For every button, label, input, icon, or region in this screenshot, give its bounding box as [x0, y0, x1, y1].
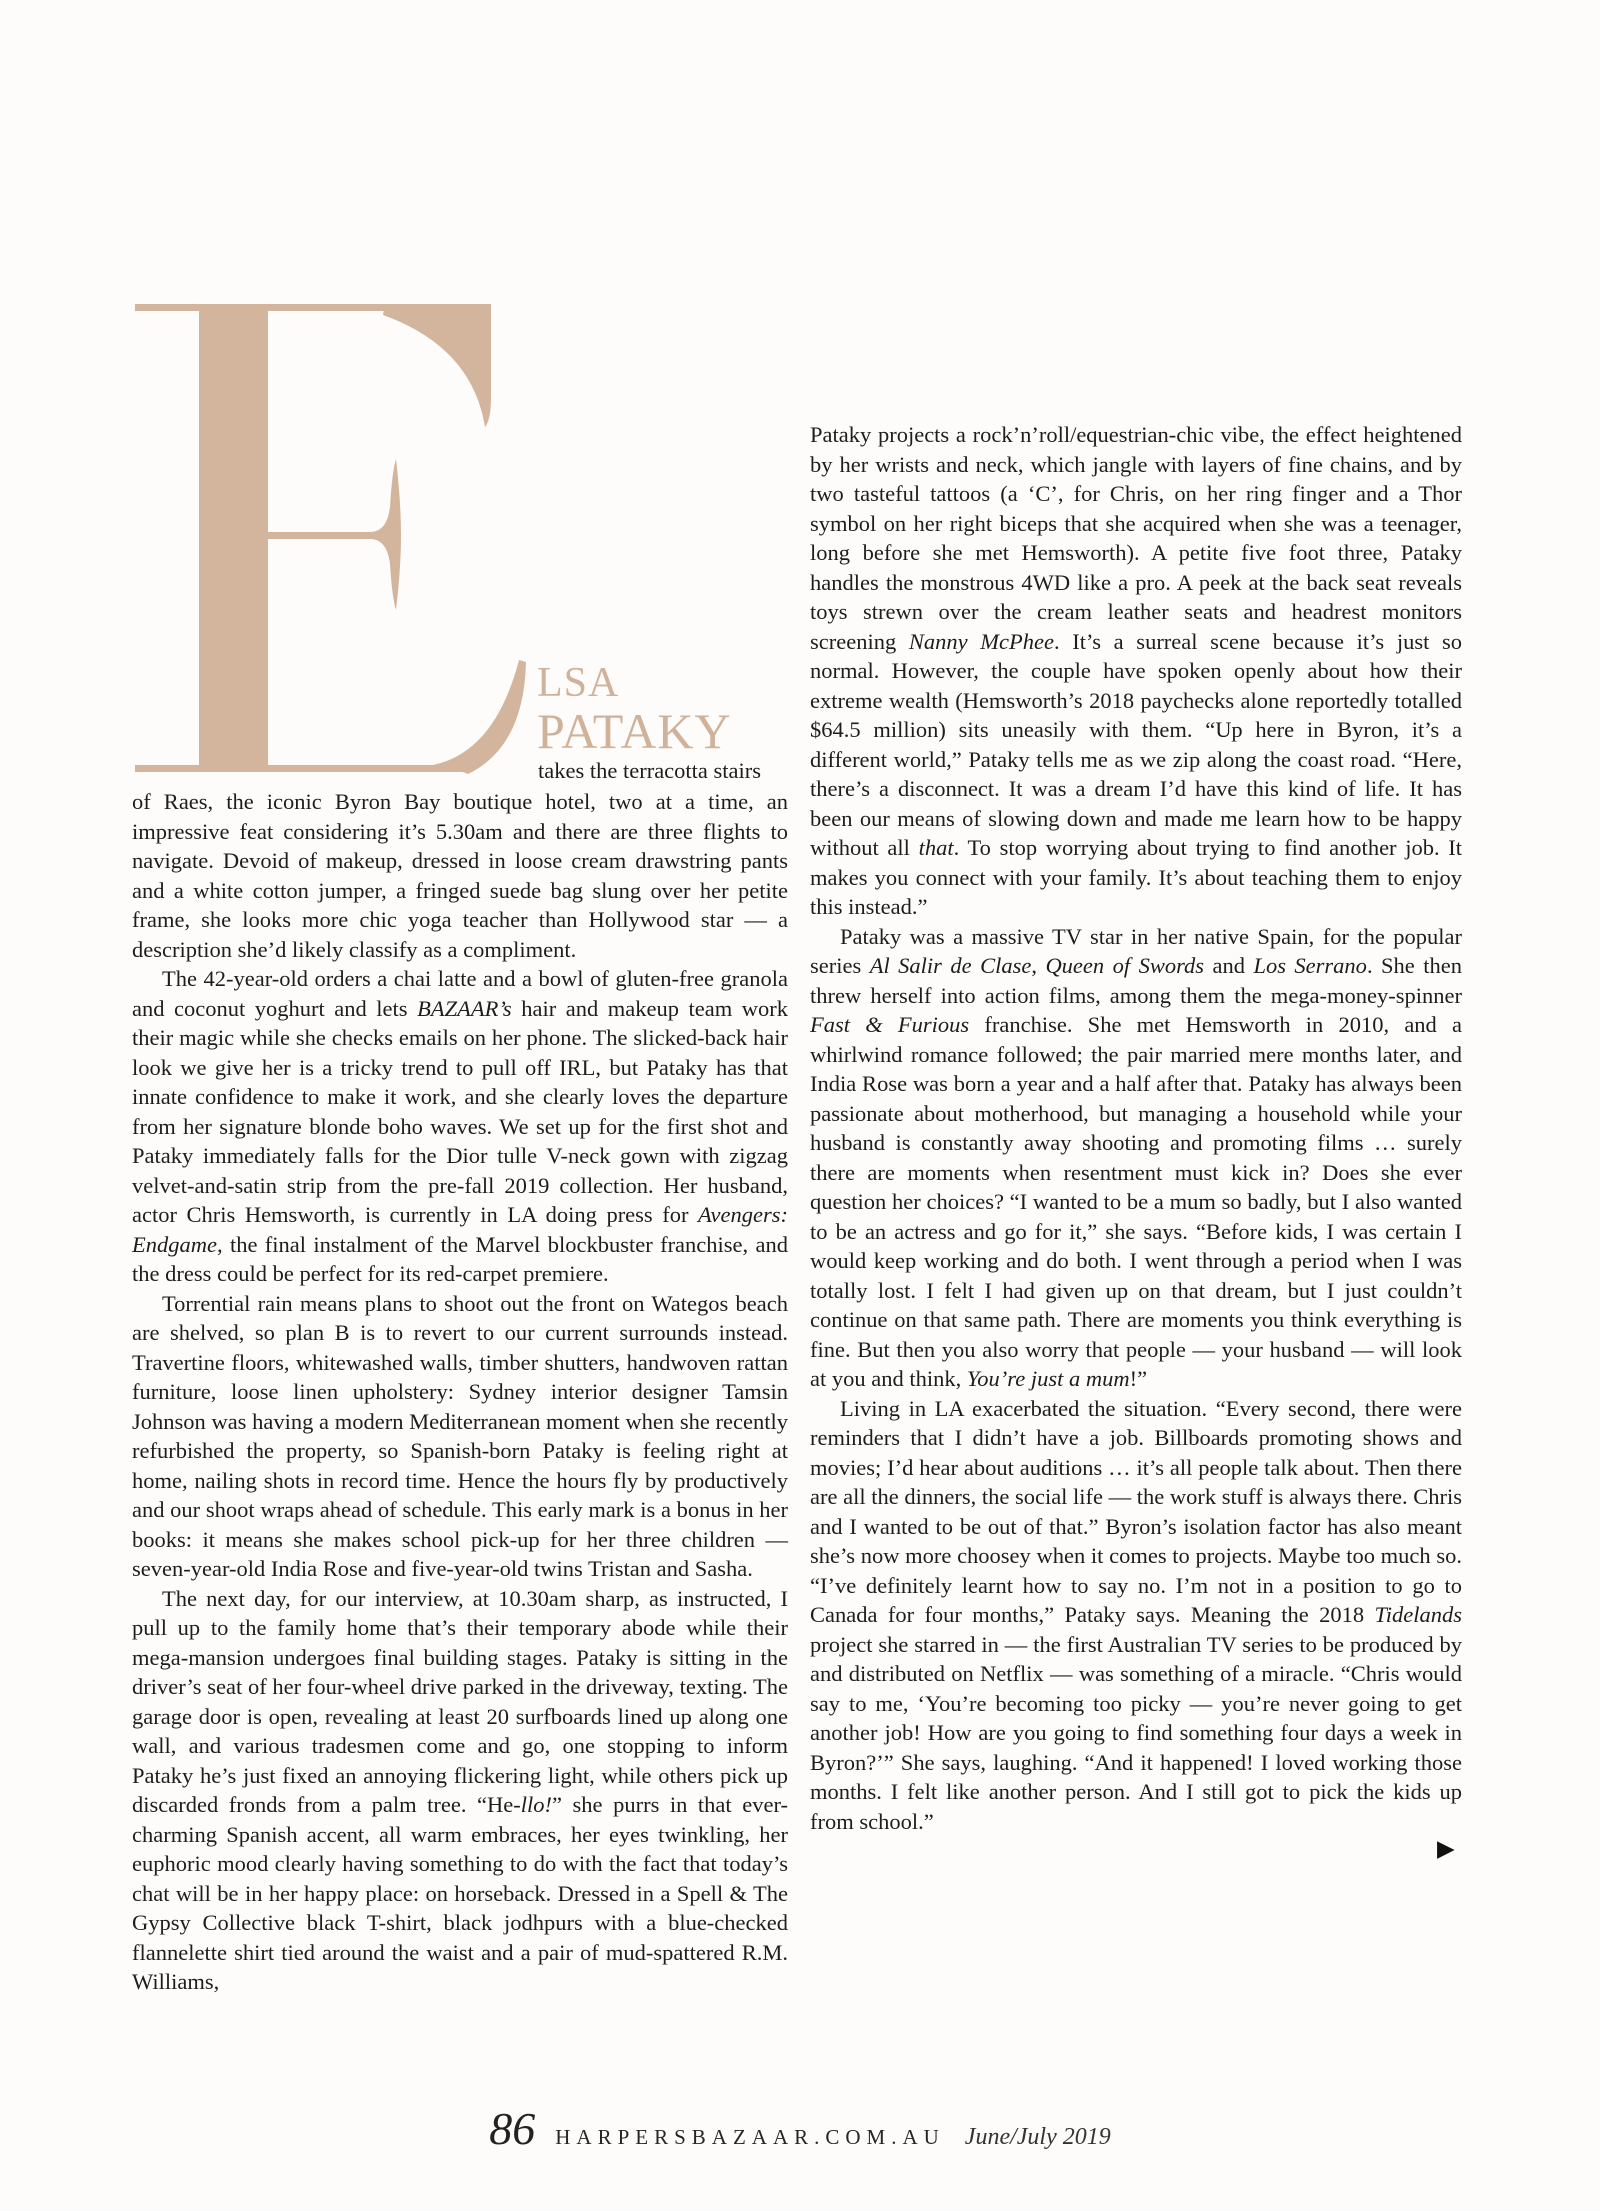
- page-footer: [0, 2102, 1600, 2155]
- paragraph: Pataky was a massive TV star in her native Spain, for the popular series Al Salir de Clase, Queen of Swords and Los Serrano. She then threw herself into action films, among them the mega-money-spinner Fast & Furious franchise. She met Hemsworth in 2010, and a whirlwind romance followed; the pair married mere months later, and India Rose was born a year and a half after that. Pataky has always been passionate about motherhood, but managing a household while your husband is constantly away shooting and promoting films … surely there are moments when resentment must kick in? Does she ever question her choices? “I wanted to be a mum so badly, but I also wanted to be an actress and go for it,” she says. “Before kids, I was certain I would keep working and do both. I went through a period when I was totally lost. I felt I had given up on that dream, but I just couldn’t continue on that same path. There are moments you think everything is fine. But then you also worry that people — your husband — will look at you and think, You’re just a mum!”: [810, 923, 1463, 1391]
- headline-surname: PATAKY: [537, 703, 732, 759]
- page-number: 86: [489, 2103, 536, 2154]
- body-column-left: [132, 787, 788, 1997]
- footer-website: HARPERSBAZAAR.COM.AU: [555, 2125, 945, 2149]
- dropcap-letter-e: [135, 302, 526, 774]
- lede-first-line: takes the terracotta stairs: [538, 758, 762, 783]
- footer-issue-date: June/July 2019: [964, 2124, 1111, 2150]
- paragraph: of Raes, the iconic Byron Bay boutique hotel, two at a time, an impressive feat considering it’s 5.30am and there are three flights to navigate. Devoid of makeup, dressed in loose cream drawstring pants and a white cotton jumper, a fringed suede bag slung over her petite frame, she looks more chic yoga teacher than Hollywood star — a description she’d likely classify as a compliment.: [132, 789, 788, 962]
- body-column-right: [810, 420, 1462, 1836]
- paragraph: Living in LA exacerbated the situation. “Every second, there were reminders that I didn’t have a job. Billboards promoting shows and movies; I’d hear about auditions … it’s all people talk about. Then there are all the dinners, the social life — the work stuff is always there. Chris and I wanted to be out of that.” Byron’s isolation factor has also meant she’s now more choosey when it comes to projects. Maybe too much so. “I’ve definitely learnt how to say no. I’m not in a position to go to Canada for four months,” Pataky says. Meaning the 2018 Tidelands project she starred in — the first Australian TV series to be produced by and distributed on Netflix — was something of a miracle. “Chris would say to me, ‘You’re becoming too picky — you’re never going to get another job! How are you going to find something four days a week in Byron?’” She says, laughing. “And it happened! I loved working those months. I felt like another person. And I still got to pick the kids up from school.”: [810, 1395, 1462, 1834]
- paragraph: Torrential rain means plans to shoot out the front on Wategos beach are shelved, so plan B is to revert to our current surrounds instead. Travertine floors, whitewashed walls, timber shutters, handwoven rattan furniture, loose linen upholstery: Sydney interior designer Tamsin Johnson was having a modern Mediterranean moment when she recently refurbished the property, so Spanish-born Pataky is feeling right at home, nailing shots in record time. Hence the hours fly by productively and our shoot wraps ahead of schedule. This early mark is a bonus in her books: it means she makes school pick-up for her three children — seven-year-old India Rose and five-year-old twins Tristan and Sasha.: [132, 1290, 788, 1581]
- continued-arrow-icon: ▶: [1437, 1836, 1455, 1862]
- paragraph: Pataky projects a rock’n’roll/equestrian-chic vibe, the effect heightened by her wrists and neck, which jangle with layers of fine chains, and by two tasteful tattoos (a ‘C’, for Chris, on her ring finger and a Thor symbol on her right biceps that she acquired when she was a teenager, long before she met Hemsworth). A petite five foot three, Pataky handles the monstrous 4WD like a pro. A peek at the back seat reveals toys strewn over the cream leather seats and headrest monitors screening Nanny McPhee. It’s a surreal scene because it’s just so normal. However, the couple have spoken openly about how their extreme wealth (Hemsworth’s 2018 paychecks alone reportedly totalled $64.5 million) sits uneasily with them. “Up here in Byron, it’s a different world,” Pataky tells me as we zip along the coast road. “Here, there’s a disconnect. It was a dream I’d have this kind of life. It has been our means of slowing down and made me learn how to be happy without all that. To stop worrying about trying to find another job. It makes you connect with your family. It’s about teaching them to enjoy this instead.”: [810, 422, 1463, 919]
- paragraph: The next day, for our interview, at 10.30am sharp, as instructed, I pull up to the family home that’s their temporary abode while their mega-mansion undergoes final building stages. Pataky is sitting in the driver’s seat of her four-wheel drive parked in the driveway, texting. The garage door is open, revealing at least 20 surfboards lined up along one wall, and various tradesmen come and go, one stopping to inform Pataky he’s just fixed an annoying flickering light, while others pick up discarded fronds from a palm tree. “He-llo!” she purrs in that ever-charming Spanish accent, all warm embraces, her eyes twinkling, her euphoric mood clearly having something to do with the fact that today’s chat will be in her happy place: on horseback. Dressed in a Spell & The Gypsy Collective black T-shirt, black jodhpurs with a blue-checked flannelette shirt tied around the waist and a pair of mud-spattered R.M. Williams,: [132, 1585, 788, 1994]
- paragraph: The 42-year-old orders a chai latte and a bowl of gluten-free granola and coconut yoghurt and lets BAZAAR’s hair and makeup team work their magic while she checks emails on her phone. The slicked-back hair look we give her is a tricky trend to pull off IRL, but Pataky has that innate confidence to make it work, and she clearly loves the departure from her signature blonde boho waves. We set up for the first shot and Pataky immediately falls for the Dior tulle V-neck gown with zigzag velvet-and-satin strip from the pre-fall 2019 collection. Her husband, actor Chris Hemsworth, is currently in LA doing press for Avengers: Endgame, the final instalment of the Marvel blockbuster franchise, and the dress could be perfect for its red-carpet premiere.: [132, 966, 788, 1286]
- dropcap-e-glyph: [135, 302, 526, 774]
- headline-first-name-rest: LSA: [537, 660, 620, 706]
